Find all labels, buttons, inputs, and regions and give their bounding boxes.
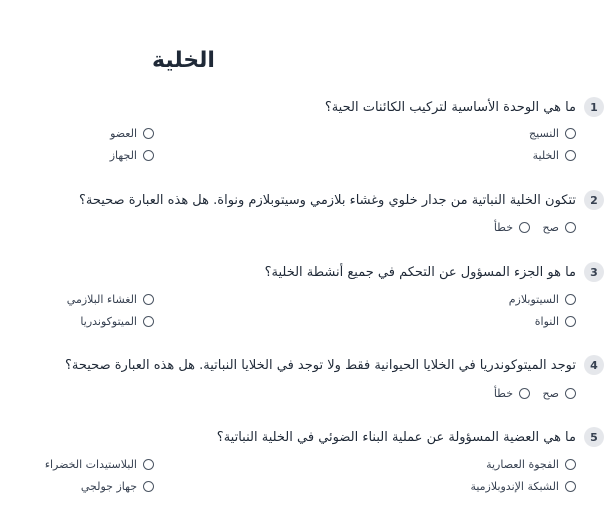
option-chloroplasts[interactable] <box>45 458 154 471</box>
question-text: ما هي الوحدة الأساسية لتركيب الكائنات الحية؟ <box>324 99 576 115</box>
question-number: 5 <box>584 427 604 447</box>
option-label: الغشاء البلازمي <box>66 293 137 306</box>
option-false[interactable] <box>494 221 530 234</box>
option-nucleus[interactable] <box>535 315 576 328</box>
option-label: صح <box>542 387 559 400</box>
radio-button[interactable] <box>519 222 530 233</box>
question-number: 3 <box>584 262 604 282</box>
option-mitochondria[interactable] <box>80 315 154 328</box>
option-label: خطأ <box>493 221 513 234</box>
option-label: العضو <box>110 127 137 140</box>
option-label: الخلية <box>532 149 559 162</box>
option-label: النواة <box>534 315 559 328</box>
option-golgi[interactable] <box>81 480 154 493</box>
question-text: تتكون الخلية النباتية من جدار خلوي وغشاء بلازمي وسيتوبلازم ونواة. هل هذه العبارة صحيحة؟ <box>78 192 576 208</box>
option-label: الجهاز <box>109 149 137 162</box>
radio-button[interactable] <box>143 294 154 305</box>
radio-button[interactable] <box>565 150 576 161</box>
radio-button[interactable] <box>143 481 154 492</box>
option-vacuole[interactable] <box>486 458 576 471</box>
question-number: 4 <box>584 355 604 375</box>
radio-button[interactable] <box>565 388 576 399</box>
page-title: الخلية <box>152 48 215 73</box>
radio-button[interactable] <box>565 294 576 305</box>
option-system[interactable] <box>110 149 154 162</box>
option-false[interactable] <box>494 387 530 400</box>
radio-button[interactable] <box>565 459 576 470</box>
option-label: خطأ <box>493 387 513 400</box>
radio-button[interactable] <box>565 222 576 233</box>
radio-button[interactable] <box>565 316 576 327</box>
question-number: 2 <box>584 190 604 210</box>
option-endoplasmic-reticulum[interactable] <box>470 480 576 493</box>
option-label: النسيج <box>529 127 559 140</box>
option-tissue[interactable] <box>529 127 576 140</box>
radio-button[interactable] <box>565 481 576 492</box>
option-label: جهاز جولجي <box>80 480 137 493</box>
radio-button[interactable] <box>143 459 154 470</box>
option-label: صح <box>542 221 559 234</box>
option-label: الفجوة العصارية <box>486 458 559 471</box>
option-true[interactable] <box>543 387 576 400</box>
radio-button[interactable] <box>143 128 154 139</box>
option-cytoplasm[interactable] <box>509 293 576 306</box>
question-text: توجد الميتوكوندريا في الخلايا الحيوانية فقط ولا توجد في الخلايا النباتية. هل هذه العبارة صحيحة؟ <box>65 357 576 373</box>
radio-button[interactable] <box>565 128 576 139</box>
option-label: البلاستيدات الخضراء <box>44 458 137 471</box>
option-cell[interactable] <box>533 149 576 162</box>
radio-button[interactable] <box>143 316 154 327</box>
option-plasma-membrane[interactable] <box>67 293 154 306</box>
option-label: الشبكة الإندوبلازمية <box>470 480 559 493</box>
question-text: ما هي العضية المسؤولة عن عملية البناء الضوئي في الخلية النباتية؟ <box>216 429 576 445</box>
radio-button[interactable] <box>519 388 530 399</box>
question-text: ما هو الجزء المسؤول عن التحكم في جميع أنشطة الخلية؟ <box>264 264 576 280</box>
option-label: السيتوبلازم <box>508 293 559 306</box>
question-number: 1 <box>584 97 604 117</box>
radio-button[interactable] <box>143 150 154 161</box>
option-label: الميتوكوندريا <box>80 315 137 328</box>
option-organ[interactable] <box>110 127 154 140</box>
option-true[interactable] <box>543 221 576 234</box>
